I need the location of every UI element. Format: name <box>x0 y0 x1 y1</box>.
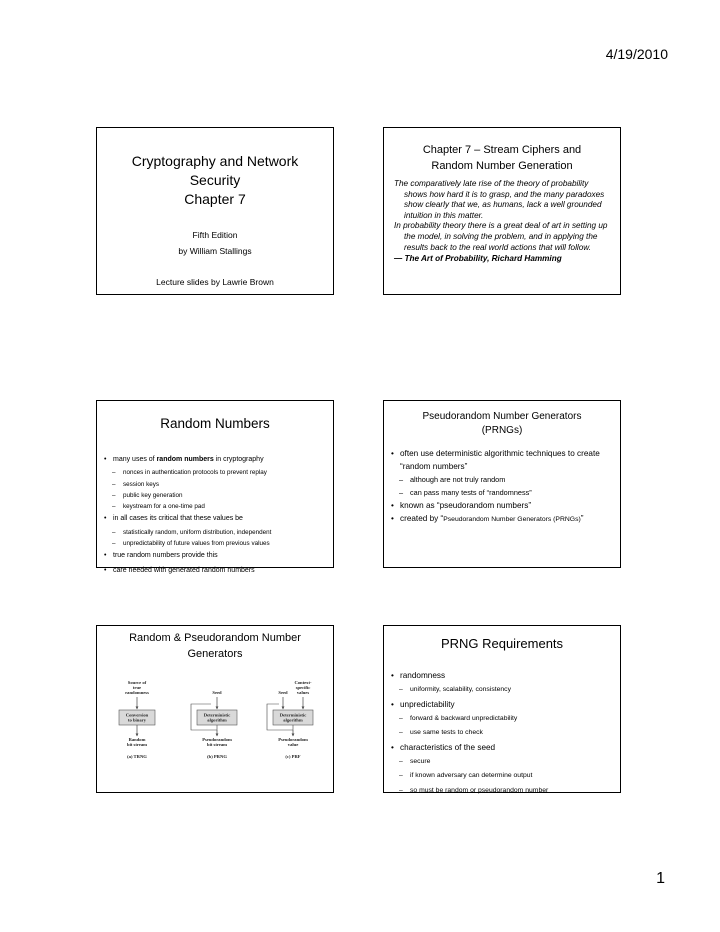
quote-paragraph: In probability theory there is a great deal of art in setting up the model, in solving the problem, and in applying the results back to the real world actions that will follow. <box>394 221 608 252</box>
list-subitem: – can pass many tests of “randomness” <box>390 486 616 499</box>
box-deterministic-label: Deterministic algorithm <box>203 712 231 723</box>
quote-paragraph: The comparatively late rise of the theory of probability shows how hard it is to grasp, and the many paradoxes show clearly that we, as humans, lack a well grounded intuition in this matter. <box>394 179 605 220</box>
list-subitem: – keystream for a one-time pad <box>103 501 331 512</box>
list-item: • characteristics of the seed <box>390 741 616 755</box>
slide-prngs <box>383 400 621 568</box>
slide-heading: Random Numbers <box>160 416 270 431</box>
rng-diagram <box>113 678 323 774</box>
list-item: • created by “Pseudorandom Number Generators (PRNGs)” <box>390 512 616 526</box>
slide-title-heading: Cryptography and Network Security Chapter 7 <box>131 153 299 207</box>
list-item: • in all cases its critical that these values be <box>103 512 331 526</box>
quote-block <box>394 179 612 265</box>
diagram-label-source: Source of true randomness <box>125 680 149 695</box>
list-subitem: – unpredictability of future values from previous values <box>103 538 331 549</box>
diagram-label-context: Context-specific values <box>294 680 312 695</box>
list-item: • care needed with generated random numbers <box>103 564 331 578</box>
slide-title <box>96 127 334 295</box>
list-item: • known as “pseudorandom numbers” <box>390 499 616 512</box>
list-subitem: – so must be random or pseudorandom number <box>390 784 616 799</box>
caption-prf: (c) PRF <box>285 754 301 759</box>
caption-trng: (a) TRNG <box>127 754 147 759</box>
diagram-label-seed: Seed <box>278 690 288 695</box>
page-number: 1 <box>656 870 665 887</box>
list-subitem: – uniformity, scalability, consistency <box>390 683 616 698</box>
list-subitem: – forward & backward unpredictability <box>390 712 616 727</box>
output-random: Random bit stream <box>127 737 147 747</box>
output-pseudorandom-value: Pseudorandom value <box>278 737 308 747</box>
slide-rng-diagram <box>96 625 334 793</box>
slide-prng-requirements <box>383 625 621 793</box>
caption-prng: (b) PRNG <box>207 754 227 759</box>
list-subitem: – session keys <box>103 479 331 490</box>
quote-attribution: — The Art of Probability, Richard Hamming <box>394 254 562 264</box>
list-item: • many uses of random numbers in cryptography <box>103 453 331 467</box>
slide-heading: Random & Pseudorandom Number Generators <box>129 632 301 660</box>
list-item: • often use deterministic algorithmic techniques to create “random numbers” <box>390 447 616 473</box>
slide-heading: Chapter 7 – Stream Ciphers and Random Number Generation <box>422 144 582 172</box>
slide-random-numbers <box>96 400 334 574</box>
list-subitem: – if known adversary can determine output <box>390 769 616 784</box>
list-item: • randomness <box>390 669 616 683</box>
list-subitem: – nonces in authentication protocols to prevent replay <box>103 467 331 478</box>
rng-diagram-svg <box>113 678 323 774</box>
bullet-list <box>103 453 331 578</box>
author-text: by William Stallings <box>178 246 252 256</box>
slide-heading: PRNG Requirements <box>440 636 564 651</box>
bullet-list <box>390 447 616 526</box>
diagram-label-seed: Seed <box>212 690 222 695</box>
slide-heading: Pseudorandom Number Generators (PRNGs) <box>422 411 582 436</box>
output-pseudorandom-stream: Pseudorandom bit stream <box>202 737 232 747</box>
edition-text: Fifth Edition <box>192 230 238 240</box>
list-subitem: – statistically random, uniform distribution, independent <box>103 527 331 538</box>
list-item: • unpredictability <box>390 698 616 712</box>
list-subitem: – use same tests to check <box>390 726 616 741</box>
list-item: • true random numbers provide this <box>103 549 331 563</box>
bullet-list <box>390 669 616 798</box>
list-subitem: – public key generation <box>103 490 331 501</box>
credit-text: Lecture slides by Lawrie Brown <box>156 277 274 287</box>
slide-chapter-intro <box>383 127 621 295</box>
list-subitem: – although are not truly random <box>390 473 616 486</box>
box-conversion-label: Conversion to binary <box>125 712 149 723</box>
handout-date: 4/19/2010 <box>605 46 668 62</box>
list-subitem: – secure <box>390 755 616 770</box>
box-deterministic-label: Deterministic algorithm <box>279 712 307 723</box>
